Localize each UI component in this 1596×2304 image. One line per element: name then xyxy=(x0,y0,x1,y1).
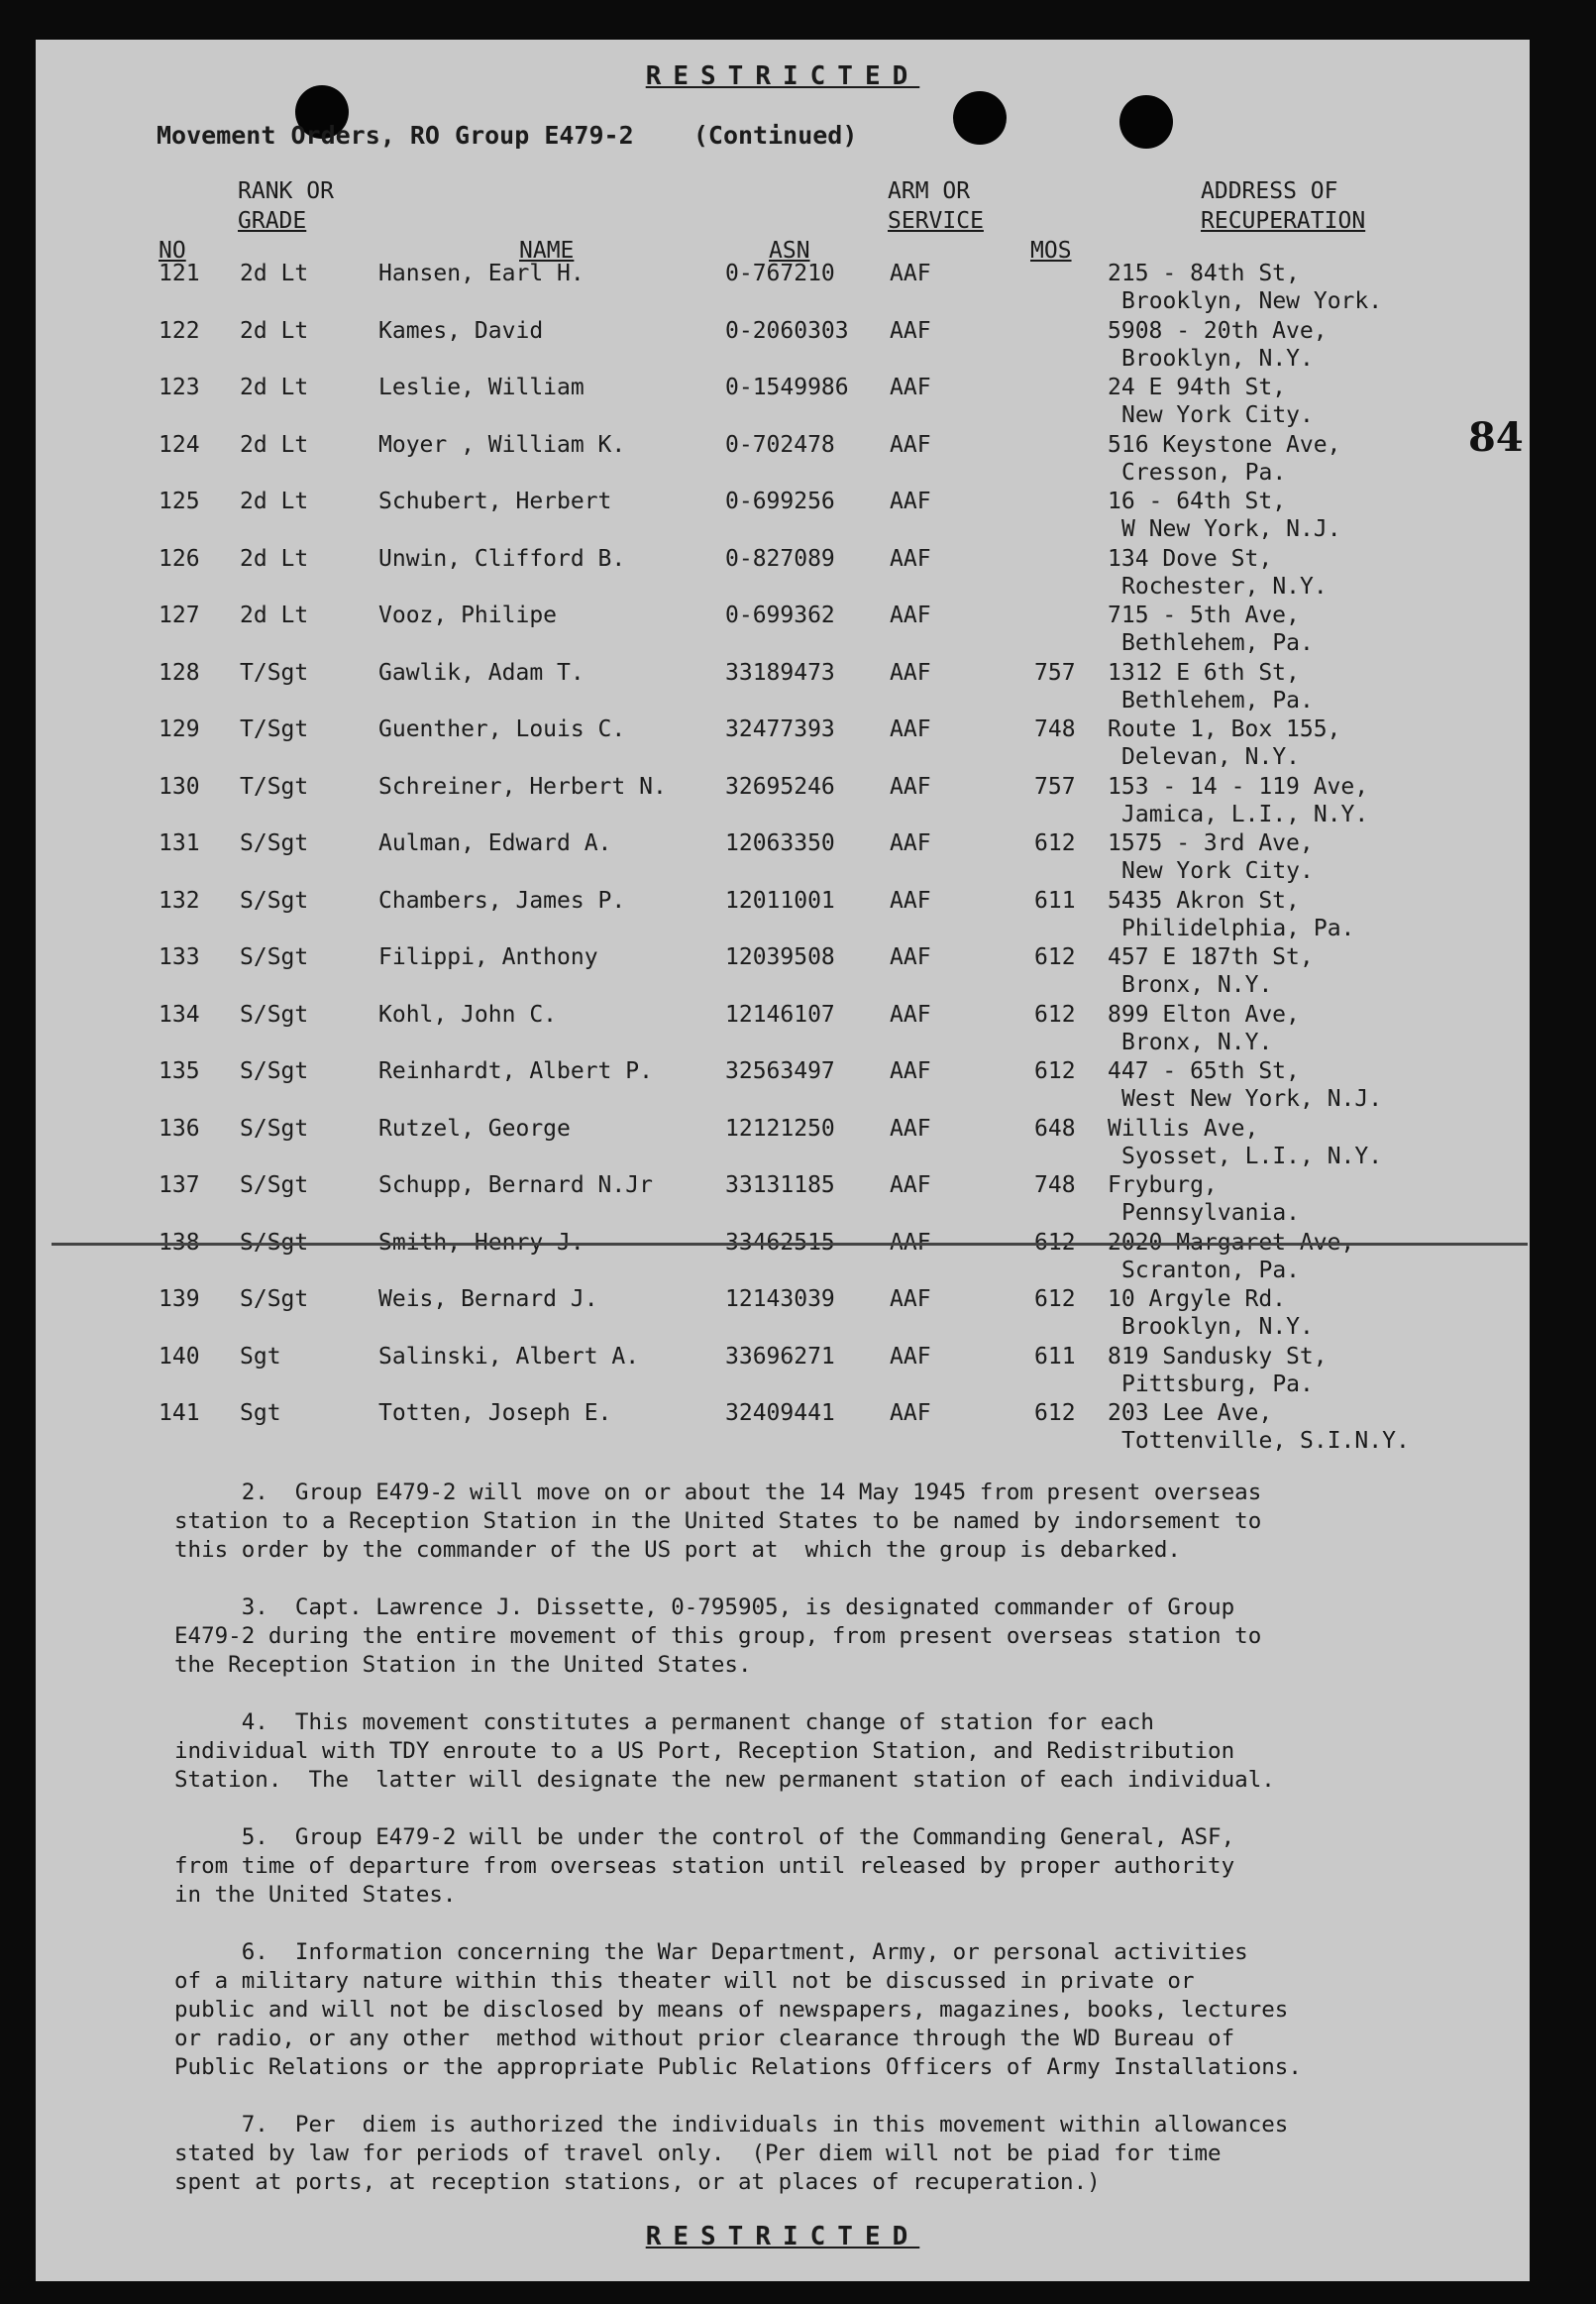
table-row xyxy=(36,431,1530,488)
paragraph-5: 5. Group E479-2 will be under the control of the Commanding General, ASF, from time of departure from overseas station until released by proper authority in the United States. xyxy=(174,1824,1235,1908)
row-grade: S/Sgt xyxy=(240,887,309,914)
row-arm: AAF xyxy=(890,1001,931,1028)
table-row xyxy=(36,887,1530,943)
row-address-line2: Rochester, N.Y. xyxy=(1121,573,1328,600)
table-row xyxy=(36,1343,1530,1399)
table-row xyxy=(36,1115,1530,1171)
row-address-line1: 215 - 84th St, xyxy=(1108,261,1300,286)
row-arm: AAF xyxy=(890,431,931,458)
row-name: Reinhardt, Albert P. xyxy=(378,1058,653,1084)
row-address-line1: 203 Lee Ave, xyxy=(1108,1400,1273,1426)
document-title: Movement Orders, RO Group E479-2 (Continued) xyxy=(157,121,858,150)
row-asn: 0-827089 xyxy=(725,545,835,572)
classification-header: RESTRICTED xyxy=(645,61,920,91)
row-no: 122 xyxy=(159,317,200,344)
row-no: 136 xyxy=(159,1115,200,1142)
row-grade: S/Sgt xyxy=(240,1172,309,1198)
row-grade: T/Sgt xyxy=(240,716,309,742)
row-name: Chambers, James P. xyxy=(378,887,626,914)
row-mos: 612 xyxy=(1034,1286,1076,1312)
column-asn: ASN xyxy=(769,238,810,264)
row-address-line2: Tottenville, S.I.N.Y. xyxy=(1121,1428,1410,1454)
row-address-line1: 16 - 64th St, xyxy=(1108,489,1287,514)
row-arm: AAF xyxy=(890,603,931,628)
paragraph-2: 2. Group E479-2 will move on or about the 14 May 1945 from present overseas station to a Reception Station in the United States to be named by indorsement to this order by the commander of the US port at which the group is debarked. xyxy=(174,1480,1262,1563)
row-no: 130 xyxy=(159,773,200,800)
row-no: 129 xyxy=(159,716,200,742)
row-grade: 2d Lt xyxy=(240,261,309,286)
row-mos: 748 xyxy=(1034,716,1076,742)
row-name: Salinski, Albert A. xyxy=(378,1343,640,1370)
row-asn: 33189473 xyxy=(725,659,835,686)
row-address-line2: Bethlehem, Pa. xyxy=(1121,687,1314,713)
row-mos: 648 xyxy=(1034,1115,1076,1142)
row-name: Hansen, Earl H. xyxy=(378,261,585,286)
row-grade: 2d Lt xyxy=(240,489,309,514)
row-mos: 748 xyxy=(1034,1172,1076,1198)
row-asn: 33131185 xyxy=(725,1172,835,1198)
row-address-line1: Route 1, Box 155, xyxy=(1108,716,1341,742)
row-no: 139 xyxy=(159,1286,200,1312)
row-mos: 612 xyxy=(1034,1229,1076,1256)
row-grade: S/Sgt xyxy=(240,1058,309,1084)
row-arm: AAF xyxy=(890,1115,931,1142)
row-grade: S/Sgt xyxy=(240,1115,309,1142)
row-asn: 32409441 xyxy=(725,1400,835,1426)
table-row xyxy=(36,715,1530,772)
row-mos: 611 xyxy=(1034,1343,1076,1370)
table-row xyxy=(36,659,1530,715)
column-no: NO xyxy=(159,238,186,264)
row-mos: 757 xyxy=(1034,773,1076,800)
row-address-line1: 447 - 65th St, xyxy=(1108,1058,1300,1084)
row-address-line2: Cresson, Pa. xyxy=(1121,459,1287,486)
row-no: 141 xyxy=(159,1400,200,1426)
punch-hole xyxy=(953,91,1007,145)
row-grade: T/Sgt xyxy=(240,659,309,686)
table-row xyxy=(36,829,1530,886)
row-name: Schreiner, Herbert N. xyxy=(378,773,667,800)
row-asn: 12143039 xyxy=(725,1286,835,1312)
row-name: Vooz, Philipe xyxy=(378,603,558,628)
row-address-line2: Philidelphia, Pa. xyxy=(1121,915,1355,941)
row-no: 121 xyxy=(159,261,200,286)
row-address-line2: Bronx, N.Y. xyxy=(1121,972,1273,998)
row-arm: AAF xyxy=(890,1286,931,1312)
table-row xyxy=(36,260,1530,316)
row-address-line2: Bethlehem, Pa. xyxy=(1121,630,1314,656)
row-arm: AAF xyxy=(890,1229,931,1256)
row-address-line1: 5435 Akron St, xyxy=(1108,887,1300,914)
row-mos: 612 xyxy=(1034,830,1076,856)
row-asn: 12039508 xyxy=(725,944,835,970)
row-no: 137 xyxy=(159,1172,200,1198)
row-arm: AAF xyxy=(890,830,931,856)
row-address-line2: Jamica, L.I., N.Y. xyxy=(1121,801,1369,827)
row-name: Weis, Bernard J. xyxy=(378,1286,598,1312)
paragraph-6: 6. Information concerning the War Department, Army, or personal activities of a military nature within this theater will not be discussed in private or public and will not be disclosed by means of newspapers, magazines, books, lectures or radio, or any other method without prior clearance through the WD Bureau of Public Relations or the appropriate Public Relations Officers of Army Installations. xyxy=(174,1939,1302,2080)
table-row xyxy=(36,317,1530,374)
row-address-line1: 819 Sandusky St, xyxy=(1108,1343,1328,1370)
row-mos: 612 xyxy=(1034,944,1076,970)
row-address-line1: 134 Dove St, xyxy=(1108,545,1273,572)
row-arm: AAF xyxy=(890,1400,931,1426)
table-row xyxy=(36,488,1530,544)
row-address-line2: Delevan, N.Y. xyxy=(1121,744,1301,770)
row-asn: 0-1549986 xyxy=(725,375,849,400)
row-address-line1: 10 Argyle Rd. xyxy=(1108,1286,1287,1312)
row-address-line1: 715 - 5th Ave, xyxy=(1108,603,1300,628)
row-address-line2: W New York, N.J. xyxy=(1121,516,1341,542)
row-name: Moyer , William K. xyxy=(378,431,626,458)
column-name: NAME xyxy=(519,238,575,264)
row-asn: 0-699362 xyxy=(725,603,835,628)
table-row xyxy=(36,1001,1530,1057)
row-arm: AAF xyxy=(890,887,931,914)
row-name: Smith, Henry J. xyxy=(378,1229,585,1256)
paragraph-4: 4. This movement constitutes a permanent change of station for each individual with TDY enroute to a US Port, Reception Station, and Redistribution Station. The latter will designate the new permanent station of each individual. xyxy=(174,1709,1275,1793)
row-grade: T/Sgt xyxy=(240,773,309,800)
row-grade: 2d Lt xyxy=(240,375,309,400)
column-grade: RANK OR GRADE xyxy=(238,178,334,234)
row-grade: 2d Lt xyxy=(240,317,309,344)
row-grade: S/Sgt xyxy=(240,1001,309,1028)
row-asn: 33696271 xyxy=(725,1343,835,1370)
row-address-line2: New York City. xyxy=(1121,858,1314,884)
row-grade: S/Sgt xyxy=(240,1286,309,1312)
row-asn: 32477393 xyxy=(725,716,835,742)
row-asn: 32695246 xyxy=(725,773,835,800)
row-address-line1: Fryburg, xyxy=(1108,1172,1218,1198)
table-row xyxy=(36,602,1530,658)
fold-line xyxy=(52,1243,1528,1246)
paragraph-7: 7. Per diem is authorized the individuals in this movement within allowances stated by law for periods of travel only. (Per diem will not be piad for time spent at ports, at reception stations, or at places of recuperation.) xyxy=(174,2112,1289,2195)
row-arm: AAF xyxy=(890,261,931,286)
row-arm: AAF xyxy=(890,545,931,572)
row-name: Schubert, Herbert xyxy=(378,489,612,514)
row-arm: AAF xyxy=(890,716,931,742)
row-address-line1: 457 E 187th St, xyxy=(1108,944,1314,970)
table-row xyxy=(36,1285,1530,1342)
row-no: 131 xyxy=(159,830,200,856)
row-asn: 32563497 xyxy=(725,1058,835,1084)
column-mos: MOS xyxy=(1030,238,1072,264)
row-asn: 12063350 xyxy=(725,830,835,856)
row-no: 127 xyxy=(159,603,200,628)
row-name: Guenther, Louis C. xyxy=(378,716,626,742)
row-no: 124 xyxy=(159,431,200,458)
row-name: Filippi, Anthony xyxy=(378,944,598,970)
row-no: 123 xyxy=(159,375,200,400)
row-asn: 12146107 xyxy=(725,1001,835,1028)
row-name: Unwin, Clifford B. xyxy=(378,545,626,572)
row-name: Kames, David xyxy=(378,317,544,344)
row-address-line1: 1312 E 6th St, xyxy=(1108,659,1300,686)
row-grade: S/Sgt xyxy=(240,944,309,970)
row-arm: AAF xyxy=(890,773,931,800)
row-arm: AAF xyxy=(890,375,931,400)
row-grade: S/Sgt xyxy=(240,1229,309,1256)
row-name: Aulman, Edward A. xyxy=(378,830,612,856)
row-name: Rutzel, George xyxy=(378,1115,571,1142)
row-asn: 0-699256 xyxy=(725,489,835,514)
row-name: Leslie, William xyxy=(378,375,585,400)
row-asn: 33462515 xyxy=(725,1229,835,1256)
row-mos: 757 xyxy=(1034,659,1076,686)
row-address-line2: Pennsylvania. xyxy=(1121,1200,1301,1226)
row-grade: 2d Lt xyxy=(240,431,309,458)
row-mos: 612 xyxy=(1034,1400,1076,1426)
table-row xyxy=(36,545,1530,602)
row-no: 125 xyxy=(159,489,200,514)
order-paragraphs xyxy=(174,1479,1492,2226)
row-address-line1: 153 - 14 - 119 Ave, xyxy=(1108,773,1369,800)
table-row xyxy=(36,1057,1530,1114)
row-asn: 0-767210 xyxy=(725,261,835,286)
row-no: 135 xyxy=(159,1058,200,1084)
row-address-line1: Willis Ave, xyxy=(1108,1115,1259,1142)
row-address-line2: New York City. xyxy=(1121,402,1314,428)
row-address-line1: 516 Keystone Ave, xyxy=(1108,431,1341,458)
row-name: Kohl, John C. xyxy=(378,1001,558,1028)
row-no: 138 xyxy=(159,1229,200,1256)
row-address-line1: 2020 Margaret Ave, xyxy=(1108,1229,1355,1256)
row-arm: AAF xyxy=(890,944,931,970)
column-arm: ARM OR SERVICE xyxy=(888,178,984,234)
row-address-line2: Scranton, Pa. xyxy=(1121,1257,1301,1283)
row-address-line1: 899 Elton Ave, xyxy=(1108,1001,1300,1028)
classification-footer: RESTRICTED xyxy=(645,2222,920,2251)
row-name: Totten, Joseph E. xyxy=(378,1400,612,1426)
row-name: Gawlik, Adam T. xyxy=(378,659,585,686)
row-mos: 612 xyxy=(1034,1058,1076,1084)
row-arm: AAF xyxy=(890,489,931,514)
row-grade: S/Sgt xyxy=(240,830,309,856)
row-grade: Sgt xyxy=(240,1400,281,1426)
page-number: 84 xyxy=(1468,414,1524,461)
row-no: 126 xyxy=(159,545,200,572)
row-grade: 2d Lt xyxy=(240,545,309,572)
table-row xyxy=(36,1399,1530,1456)
row-no: 133 xyxy=(159,944,200,970)
row-address-line2: Syosset, L.I., N.Y. xyxy=(1121,1143,1383,1169)
row-address-line2: Brooklyn, N.Y. xyxy=(1121,345,1314,372)
row-asn: 12121250 xyxy=(725,1115,835,1142)
row-grade: 2d Lt xyxy=(240,603,309,628)
table-row xyxy=(36,943,1530,1000)
row-arm: AAF xyxy=(890,1343,931,1370)
row-address-line1: 24 E 94th St, xyxy=(1108,375,1287,400)
row-asn: 12011001 xyxy=(725,887,835,914)
row-asn: 0-2060303 xyxy=(725,317,849,344)
row-address-line2: Bronx, N.Y. xyxy=(1121,1029,1273,1055)
column-address: ADDRESS OF RECUPERATION xyxy=(1201,178,1366,234)
table-row xyxy=(36,374,1530,430)
table-row xyxy=(36,1229,1530,1285)
row-address-line1: 5908 - 20th Ave, xyxy=(1108,317,1328,344)
paragraph-3: 3. Capt. Lawrence J. Dissette, 0-795905, is designated commander of Group E479-2 during the entire movement of this group, from present overseas station to the Reception Station in the United States. xyxy=(174,1594,1262,1678)
row-mos: 612 xyxy=(1034,1001,1076,1028)
row-address-line2: Brooklyn, New York. xyxy=(1121,288,1383,314)
row-arm: AAF xyxy=(890,659,931,686)
row-arm: AAF xyxy=(890,1172,931,1198)
row-address-line2: West New York, N.J. xyxy=(1121,1086,1383,1112)
row-name: Schupp, Bernard N.Jr xyxy=(378,1172,653,1198)
row-address-line2: Brooklyn, N.Y. xyxy=(1121,1314,1314,1340)
document-page xyxy=(36,40,1530,2281)
row-no: 140 xyxy=(159,1343,200,1370)
row-mos: 611 xyxy=(1034,887,1076,914)
table-row xyxy=(36,773,1530,829)
row-no: 132 xyxy=(159,887,200,914)
row-arm: AAF xyxy=(890,1058,931,1084)
row-arm: AAF xyxy=(890,317,931,344)
row-no: 128 xyxy=(159,659,200,686)
row-address-line2: Pittsburg, Pa. xyxy=(1121,1371,1314,1397)
row-asn: 0-702478 xyxy=(725,431,835,458)
row-address-line1: 1575 - 3rd Ave, xyxy=(1108,830,1314,856)
row-grade: Sgt xyxy=(240,1343,281,1370)
row-no: 134 xyxy=(159,1001,200,1028)
table-row xyxy=(36,1171,1530,1228)
punch-hole xyxy=(1119,95,1173,149)
